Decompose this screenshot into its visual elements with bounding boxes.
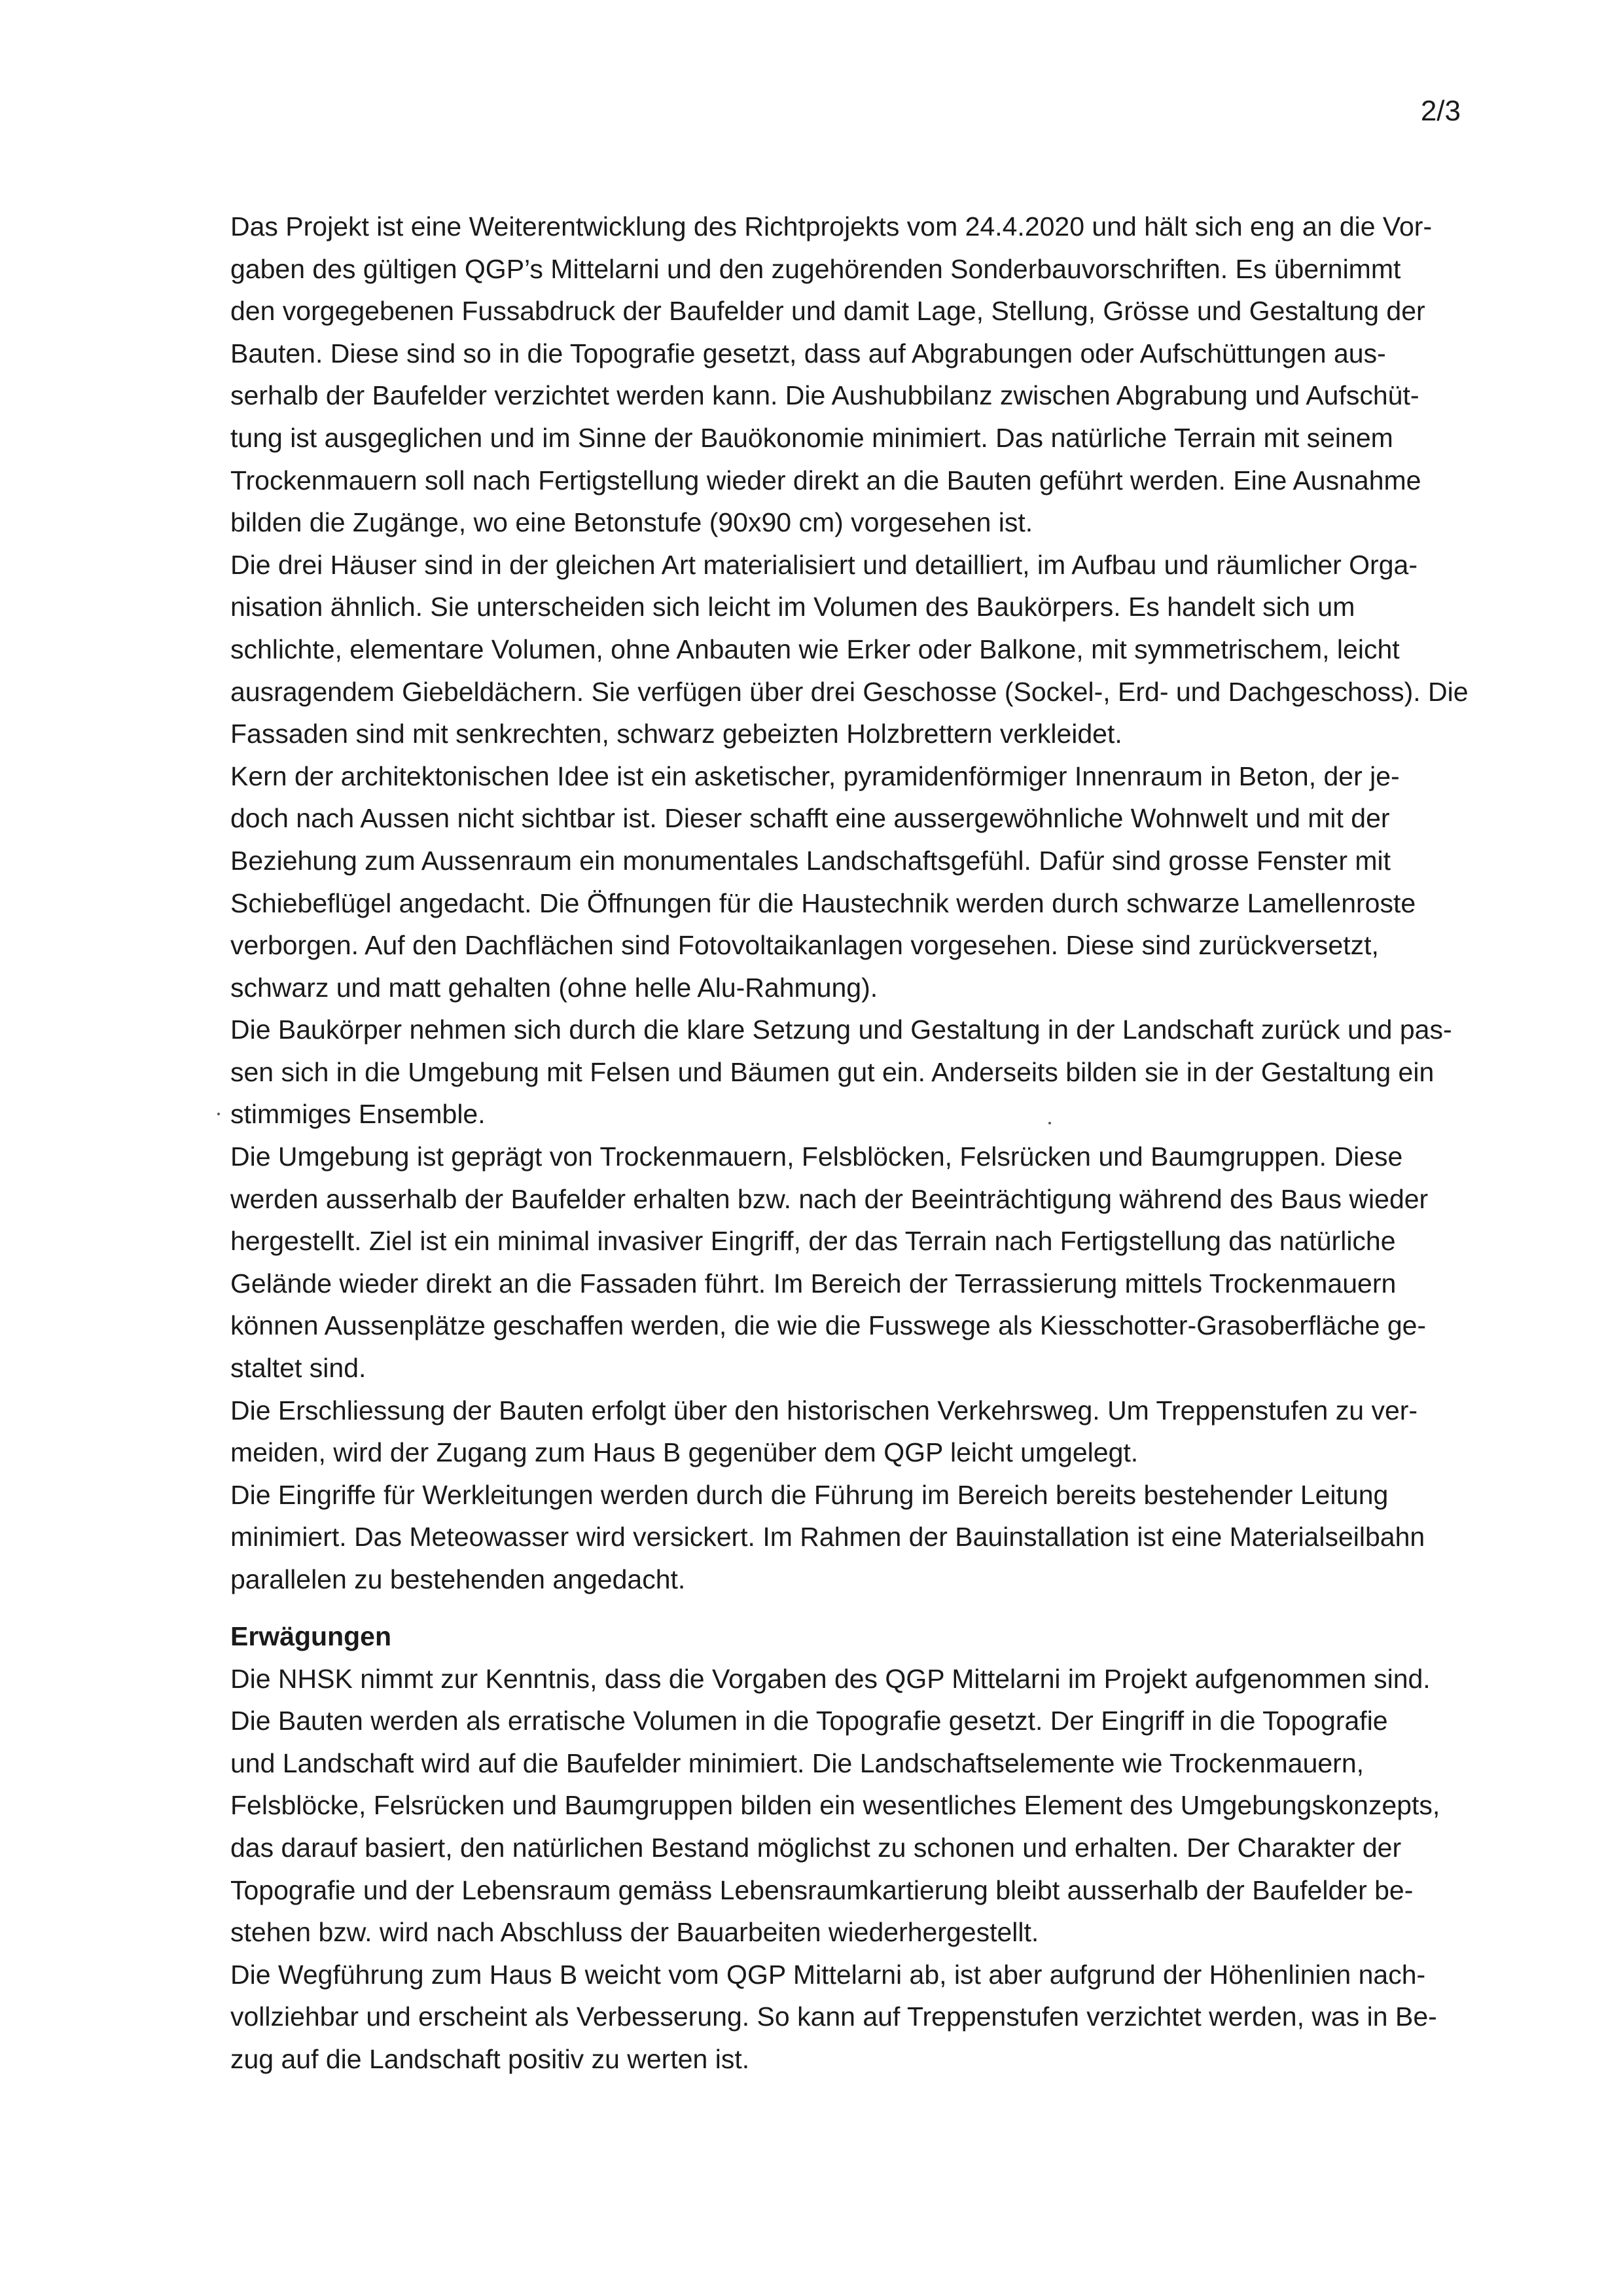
text-line: tung ist ausgeglichen und im Sinne der Bauökonomie minimiert. Das natürliche Terrain mit seinem xyxy=(230,422,1393,453)
text-line: Die Wegführung zum Haus B weicht vom QGP Mittelarni ab, ist aber aufgrund der Höhenlinien nach- xyxy=(230,1959,1426,1990)
text-line: stimmiges Ensemble. xyxy=(230,1099,486,1130)
text-line: Das Projekt ist eine Weiterentwicklung des Richtprojekts vom 24.4.2020 und hält sich eng an die Vor- xyxy=(230,211,1433,242)
text-line: serhalb der Baufelder verzichtet werden kann. Die Aushubbilanz zwischen Abgrabung und Aufschüt- xyxy=(230,380,1419,411)
text-line: sen sich in die Umgebung mit Felsen und Bäumen gut ein. Anderseits bilden sie in der Gestaltung ein xyxy=(230,1056,1435,1087)
text-line: hergestellt. Ziel ist ein minimal invasiver Eingriff, der das Terrain nach Fertigstellung das natürliche xyxy=(230,1226,1396,1257)
scan-speck xyxy=(1048,1122,1051,1124)
text-line: Die Umgebung ist geprägt von Trockenmauern, Felsblöcken, Felsrücken und Baumgruppen. Diese xyxy=(230,1141,1403,1172)
text-line: schwarz und matt gehalten (ohne helle Alu-Rahmung). xyxy=(230,972,878,1003)
text-line: Die Eingriffe für Werkleitungen werden durch die Führung im Bereich bereits bestehender Leitung xyxy=(230,1479,1389,1510)
text-line: verborgen. Auf den Dachflächen sind Fotovoltaikanlagen vorgesehen. Diese sind zurückversetzt, xyxy=(230,930,1379,961)
text-line: Die Baukörper nehmen sich durch die klare Setzung und Gestaltung in der Landschaft zurück und pas- xyxy=(230,1014,1452,1045)
section-erwaegungen xyxy=(230,1615,1474,2081)
text-line: zug auf die Landschaft positiv zu werten ist. xyxy=(230,2043,750,2074)
text-line: Bauten. Diese sind so in die Topografie gesetzt, dass auf Abgrabungen oder Aufschüttungen aus- xyxy=(230,338,1386,368)
text-line: und Landschaft wird auf die Baufelder minimiert. Die Landschaftselemente wie Trockenmauern, xyxy=(230,1748,1364,1778)
text-line: nisation ähnlich. Sie unterscheiden sich leicht im Volumen des Baukörpers. Es handelt sich um xyxy=(230,592,1355,622)
text-line: Fassaden sind mit senkrechten, schwarz gebeizten Holzbrettern verkleidet. xyxy=(230,719,1122,749)
text-line: Kern der architektonischen Idee ist ein asketischer, pyramidenförmiger Innenraum in Beton, der je- xyxy=(230,761,1400,791)
text-line: Topografie und der Lebensraum gemäss Lebensraumkartierung bleibt ausserhalb der Baufelder be- xyxy=(230,1874,1414,1905)
text-line: Die Bauten werden als erratische Volumen in die Topografie gesetzt. Der Eingriff in die Topografie xyxy=(230,1706,1388,1736)
text-line: können Aussenplätze geschaffen werden, die wie die Fusswege als Kiesschotter-Grasoberfläche ge- xyxy=(230,1310,1427,1341)
text-line: staltet sind. xyxy=(230,1353,366,1384)
page-number: 2/3 xyxy=(1420,95,1461,127)
text-line: Beziehung zum Aussenraum ein monumentales Landschaftsgefühl. Dafür sind grosse Fenster mit xyxy=(230,845,1391,876)
text-line: vollziehbar und erscheint als Verbesserung. So kann auf Treppenstufen verzichtet werden, was in Be- xyxy=(230,2001,1437,2032)
body-text xyxy=(230,206,1474,1601)
text-line: gaben des gültigen QGP’s Mittelarni und den zugehörenden Sonderbauvorschriften. Es übernimmt xyxy=(230,253,1401,284)
text-line: parallelen zu bestehenden angedacht. xyxy=(230,1564,686,1594)
text-line: ausragendem Giebeldächern. Sie verfügen über drei Geschosse (Sockel-, Erd- und Dachgeschoss). Die xyxy=(230,676,1469,707)
text-line: Felsblöcke, Felsrücken und Baumgruppen bilden ein wesentliches Element des Umgebungskonzepts, xyxy=(230,1790,1440,1821)
text-line: den vorgegebenen Fussabdruck der Baufelder und damit Lage, Stellung, Grösse und Gestaltung der xyxy=(230,296,1425,327)
text-line: Die Erschliessung der Bauten erfolgt über den historischen Verkehrsweg. Um Treppenstufen zu ver- xyxy=(230,1395,1418,1426)
text-line: meiden, wird der Zugang zum Haus B gegenüber dem QGP leicht umgelegt. xyxy=(230,1437,1139,1468)
text-line: schlichte, elementare Volumen, ohne Anbauten wie Erker oder Balkone, mit symmetrischem, leicht xyxy=(230,634,1400,664)
text-line: doch nach Aussen nicht sichtbar ist. Dieser schafft eine aussergewöhnliche Wohnwelt und mit der xyxy=(230,803,1390,834)
text-line: das darauf basiert, den natürlichen Bestand möglichst zu schonen und erhalten. Der Charakter der xyxy=(230,1832,1402,1863)
text-line: bilden die Zugänge, wo eine Betonstufe (90x90 cm) vorgesehen ist. xyxy=(230,507,1033,538)
text-line: Gelände wieder direkt an die Fassaden führt. Im Bereich der Terrassierung mittels Trockenmauern xyxy=(230,1268,1397,1299)
section-heading: Erwägungen xyxy=(230,1621,392,1651)
text-line: Die NHSK nimmt zur Kenntnis, dass die Vorgaben des QGP Mittelarni im Projekt aufgenommen sind. xyxy=(230,1663,1431,1694)
text-line: minimiert. Das Meteowasser wird versickert. Im Rahmen der Bauinstallation ist eine Materialseilbahn xyxy=(230,1522,1425,1552)
scan-speck xyxy=(217,1113,220,1115)
text-line: werden ausserhalb der Baufelder erhalten bzw. nach der Beeinträchtigung während des Baus wieder xyxy=(230,1183,1429,1214)
text-line: Schiebeflügel angedacht. Die Öffnungen für die Haustechnik werden durch schwarze Lamellenroste xyxy=(230,888,1416,918)
text-line: Trockenmauern soll nach Fertigstellung wieder direkt an die Bauten geführt werden. Eine Ausnahme xyxy=(230,465,1421,495)
text-line: Die drei Häuser sind in der gleichen Art materialisiert und detailliert, im Aufbau und räumlicher Orga- xyxy=(230,549,1418,580)
text-line: stehen bzw. wird nach Abschluss der Bauarbeiten wiederhergestellt. xyxy=(230,1917,1039,1948)
